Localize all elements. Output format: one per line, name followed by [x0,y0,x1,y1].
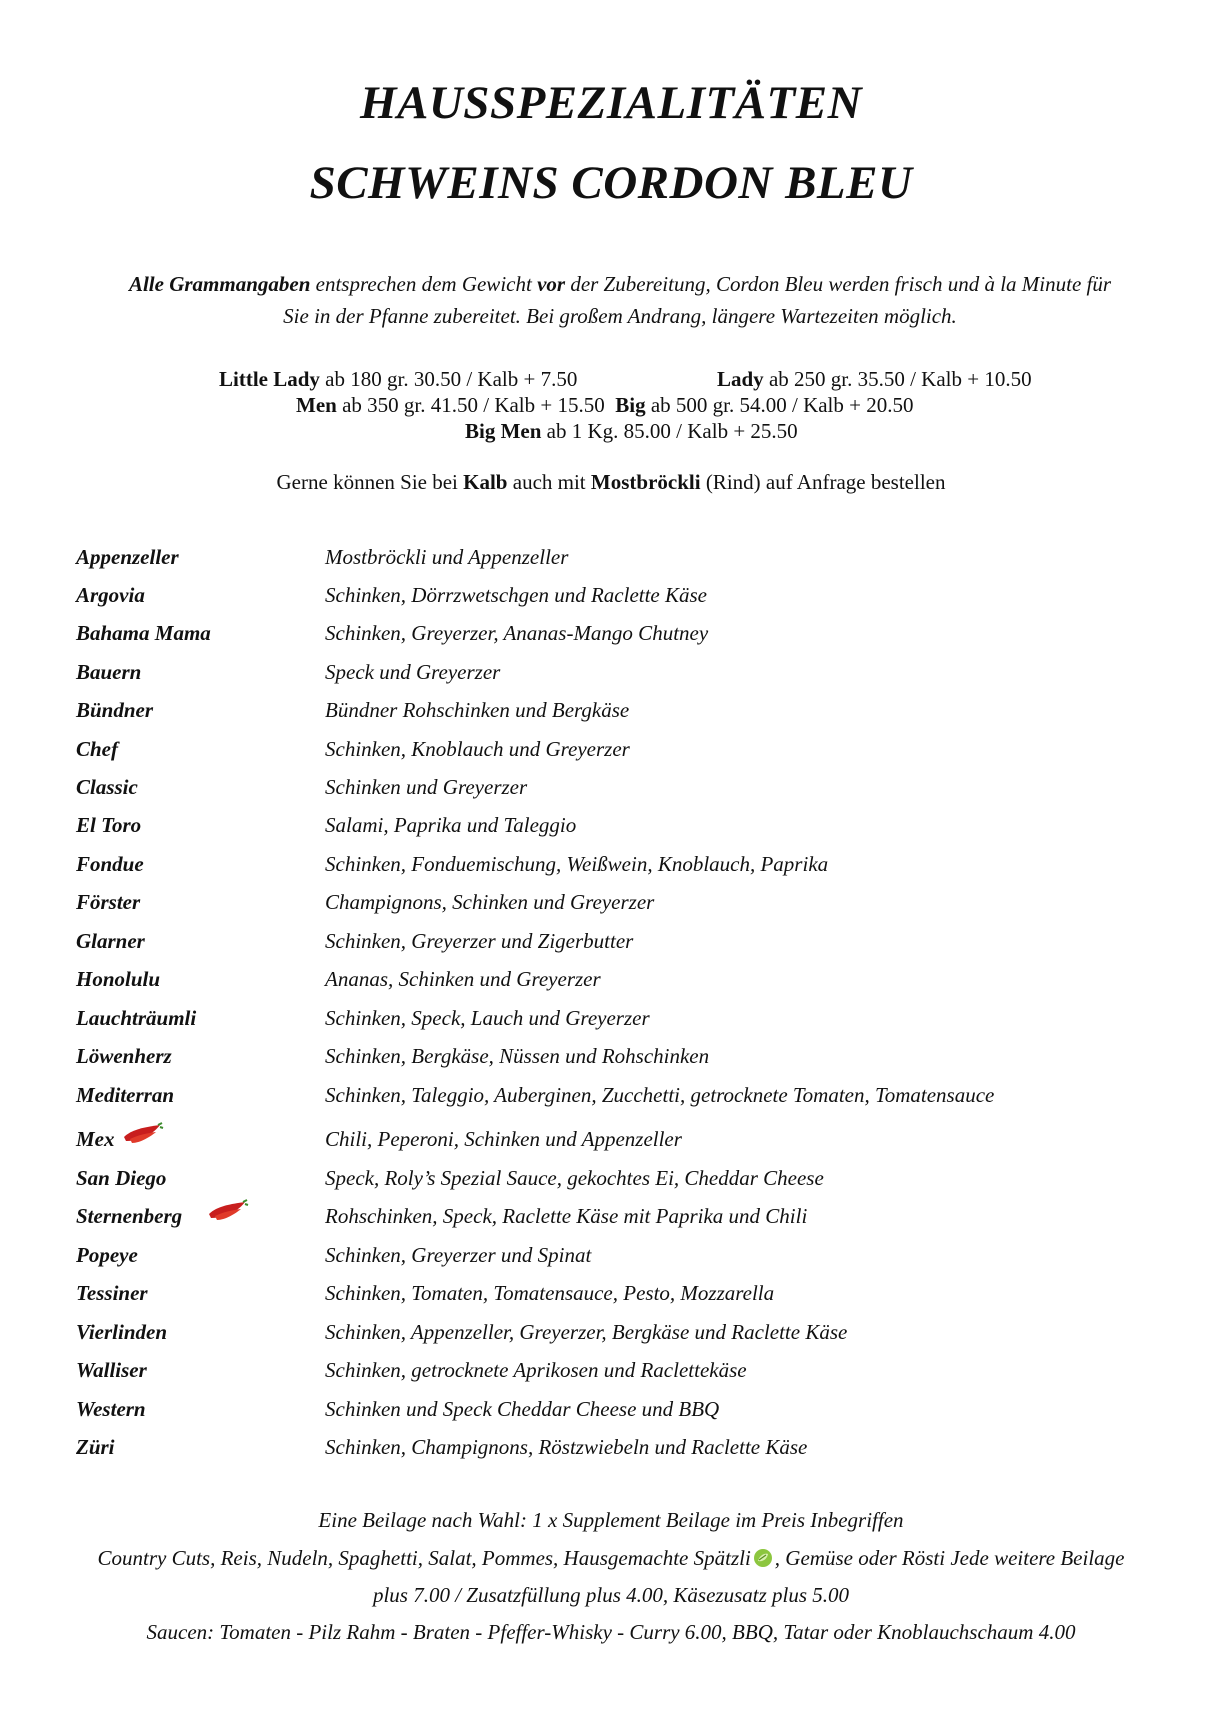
menu-item-name: Sternenberg [76,1204,183,1228]
menu-item [0,660,1222,690]
note-text-part2: auch mit [507,470,591,494]
menu-item-description: Schinken, getrocknete Aprikosen und Raclettekäse [325,1358,747,1382]
menu-item [0,1435,1222,1465]
menu-item-name: Glarner [76,929,145,953]
footer-side-dish-info: Eine Beilage nach Wahl: 1 x Supplement Beilage im Preis Inbegriffen [318,1508,904,1532]
footer-side-dishes-part1: Country Cuts, Reis, Nudeln, Spaghetti, Salat, Pommes, Hausgemachte Spätzli [97,1546,751,1570]
note-text-part1: Gerne können Sie bei [276,470,464,494]
menu-item-name: Vierlinden [76,1320,168,1344]
menu-item [0,1127,1222,1157]
chili-icon [205,1198,249,1229]
menu-item-name: San Diego [76,1166,167,1190]
menu-item-name: Löwenherz [76,1044,172,1068]
page-subtitle: SCHWEINS CORDON BLEU [309,157,913,209]
intro-text [120,268,1120,332]
menu-item [0,621,1222,651]
menu-item-description: Schinken, Fonduemischung, Weißwein, Knoblauch, Paprika [325,852,829,876]
menu-item-description: Schinken, Greyerzer und Spinat [325,1243,592,1267]
footer-sauces: Saucen: Tomaten - Pilz Rahm - Braten - Pfeffer-Whisky - Curry 6.00, BBQ, Tatar oder Knoblauchschaum 4.00 [146,1620,1076,1644]
intro-bold-vor: vor [537,272,566,296]
footer-side-dishes [0,1546,1222,1574]
menu-item [0,1358,1222,1388]
vegetarian-leaf-icon [753,1548,773,1574]
size-price: ab 180 gr. 30.50 / Kalb + 7.50 [319,367,578,391]
menu-item-name: Mex [76,1127,115,1151]
menu-item-name: Popeye [76,1243,138,1267]
menu-item-description: Mostbröckli und Appenzeller [325,545,569,569]
size-price: ab 1 Kg. 85.00 / Kalb + 25.50 [541,419,798,443]
menu-item-name: Chef [76,737,118,761]
menu-item [0,1320,1222,1350]
menu-item-name: Classic [76,775,138,799]
menu-item [0,852,1222,882]
footer-side-dishes-part2: , Gemüse oder Rösti Jede weitere Beilage [774,1546,1125,1570]
size-lady [717,366,1032,392]
size-big-men [465,418,798,444]
menu-item [0,583,1222,613]
menu-item-description: Schinken, Taleggio, Auberginen, Zucchetti, getrocknete Tomaten, Tomatensauce [325,1083,995,1107]
menu-item-description: Ananas, Schinken und Greyerzer [325,967,601,991]
menu-item-name: Züri [76,1435,115,1459]
menu-item-description: Schinken, Dörrzwetschgen und Raclette Käse [325,583,707,607]
menu-item [0,813,1222,843]
menu-item [0,1044,1222,1074]
menu-item-name: Honolulu [76,967,161,991]
note-bold-kalb: Kalb [463,470,508,494]
menu-item [0,545,1222,575]
menu-item-description: Speck und Greyerzer [325,660,501,684]
menu-item [0,1166,1222,1196]
kalb-note [0,470,1222,495]
menu-item-description: Bündner Rohschinken und Bergkäse [325,698,630,722]
menu-item-description: Schinken, Champignons, Röstzwiebeln und Raclette Käse [325,1435,808,1459]
menu-item-description: Chili, Peperoni, Schinken und Appenzeller [325,1127,682,1151]
menu-item-name: Bahama Mama [76,621,211,645]
size-price: ab 500 gr. 54.00 / Kalb + 20.50 [645,393,914,417]
footer-supplement-prices: plus 7.00 / Zusatzfüllung plus 4.00, Käsezusatz plus 5.00 [372,1583,850,1607]
menu-item-name: Walliser [76,1358,147,1382]
menu-item-description: Schinken, Appenzeller, Greyerzer, Bergkäse und Raclette Käse [325,1320,848,1344]
menu-item-description: Schinken und Greyerzer [325,775,528,799]
menu-item [0,1397,1222,1427]
intro-bold-grammangaben: Alle Grammangaben [128,272,311,296]
menu-item [0,1281,1222,1311]
page-title: HAUSSPEZIALITÄTEN [359,77,863,129]
menu-item [0,890,1222,920]
menu-item-description: Salami, Paprika und Taleggio [325,813,577,837]
menu-item-name: Fondue [76,852,144,876]
menu-item [0,929,1222,959]
menu-item-name: Bauern [76,660,142,684]
menu-item-description: Schinken, Tomaten, Tomatensauce, Pesto, Mozzarella [325,1281,775,1305]
menu-item [0,1243,1222,1273]
intro-text-part1: entsprechen dem Gewicht [310,272,538,296]
menu-item-name: Appenzeller [76,545,179,569]
menu-item [0,1083,1222,1113]
menu-item [0,737,1222,767]
menu-item-description: Champignons, Schinken und Greyerzer [325,890,655,914]
menu-item-description: Schinken, Knoblauch und Greyerzer [325,737,630,761]
size-price: ab 350 gr. 41.50 / Kalb + 15.50 [336,393,605,417]
size-price: ab 250 gr. 35.50 / Kalb + 10.50 [763,367,1032,391]
menu-item-description: Speck, Roly’s Spezial Sauce, gekochtes Ei, Cheddar Cheese [325,1166,824,1190]
note-text-part3: (Rind) auf Anfrage bestellen [700,470,946,494]
size-name: Big Men [465,419,542,443]
menu-item [0,1006,1222,1036]
menu-item [0,1204,1222,1234]
size-name: Big [615,393,646,417]
menu-item-description: Schinken, Greyerzer und Zigerbutter [325,929,634,953]
menu-item-name: El Toro [76,813,142,837]
size-little-lady [219,366,577,392]
size-name: Men [296,393,337,417]
note-bold-mostbroeckli: Mostbröckli [590,470,701,494]
chili-icon [120,1121,164,1152]
menu-item-description: Schinken, Speck, Lauch und Greyerzer [325,1006,650,1030]
menu-item-name: Tessiner [76,1281,148,1305]
size-men [296,392,913,418]
menu-item-name: Argovia [76,583,145,607]
menu-item-description: Schinken, Bergkäse, Nüssen und Rohschinken [325,1044,710,1068]
menu-item-name: Western [76,1397,146,1421]
intro-text-part2: der Zubereitung, Cordon Bleu werden frisch und à la Minute für Sie in der Pfanne zubereitet. Bei großem Andrang, längere Wartezeiten möglich. [283,272,1112,328]
menu-item [0,967,1222,997]
size-name: Lady [717,367,764,391]
menu-item-name: Lauchträumli [76,1006,197,1030]
menu-item-description: Schinken und Speck Cheddar Cheese und BBQ [325,1397,720,1421]
menu-item-description: Schinken, Greyerzer, Ananas-Mango Chutney [325,621,709,645]
size-name: Little Lady [219,367,320,391]
menu-item [0,698,1222,728]
menu-item-name: Mediterran [76,1083,175,1107]
menu-item-name: Bündner [76,698,154,722]
menu-item-description: Rohschinken, Speck, Raclette Käse mit Paprika und Chili [325,1204,808,1228]
menu-item-name: Förster [76,890,141,914]
menu-item [0,775,1222,805]
